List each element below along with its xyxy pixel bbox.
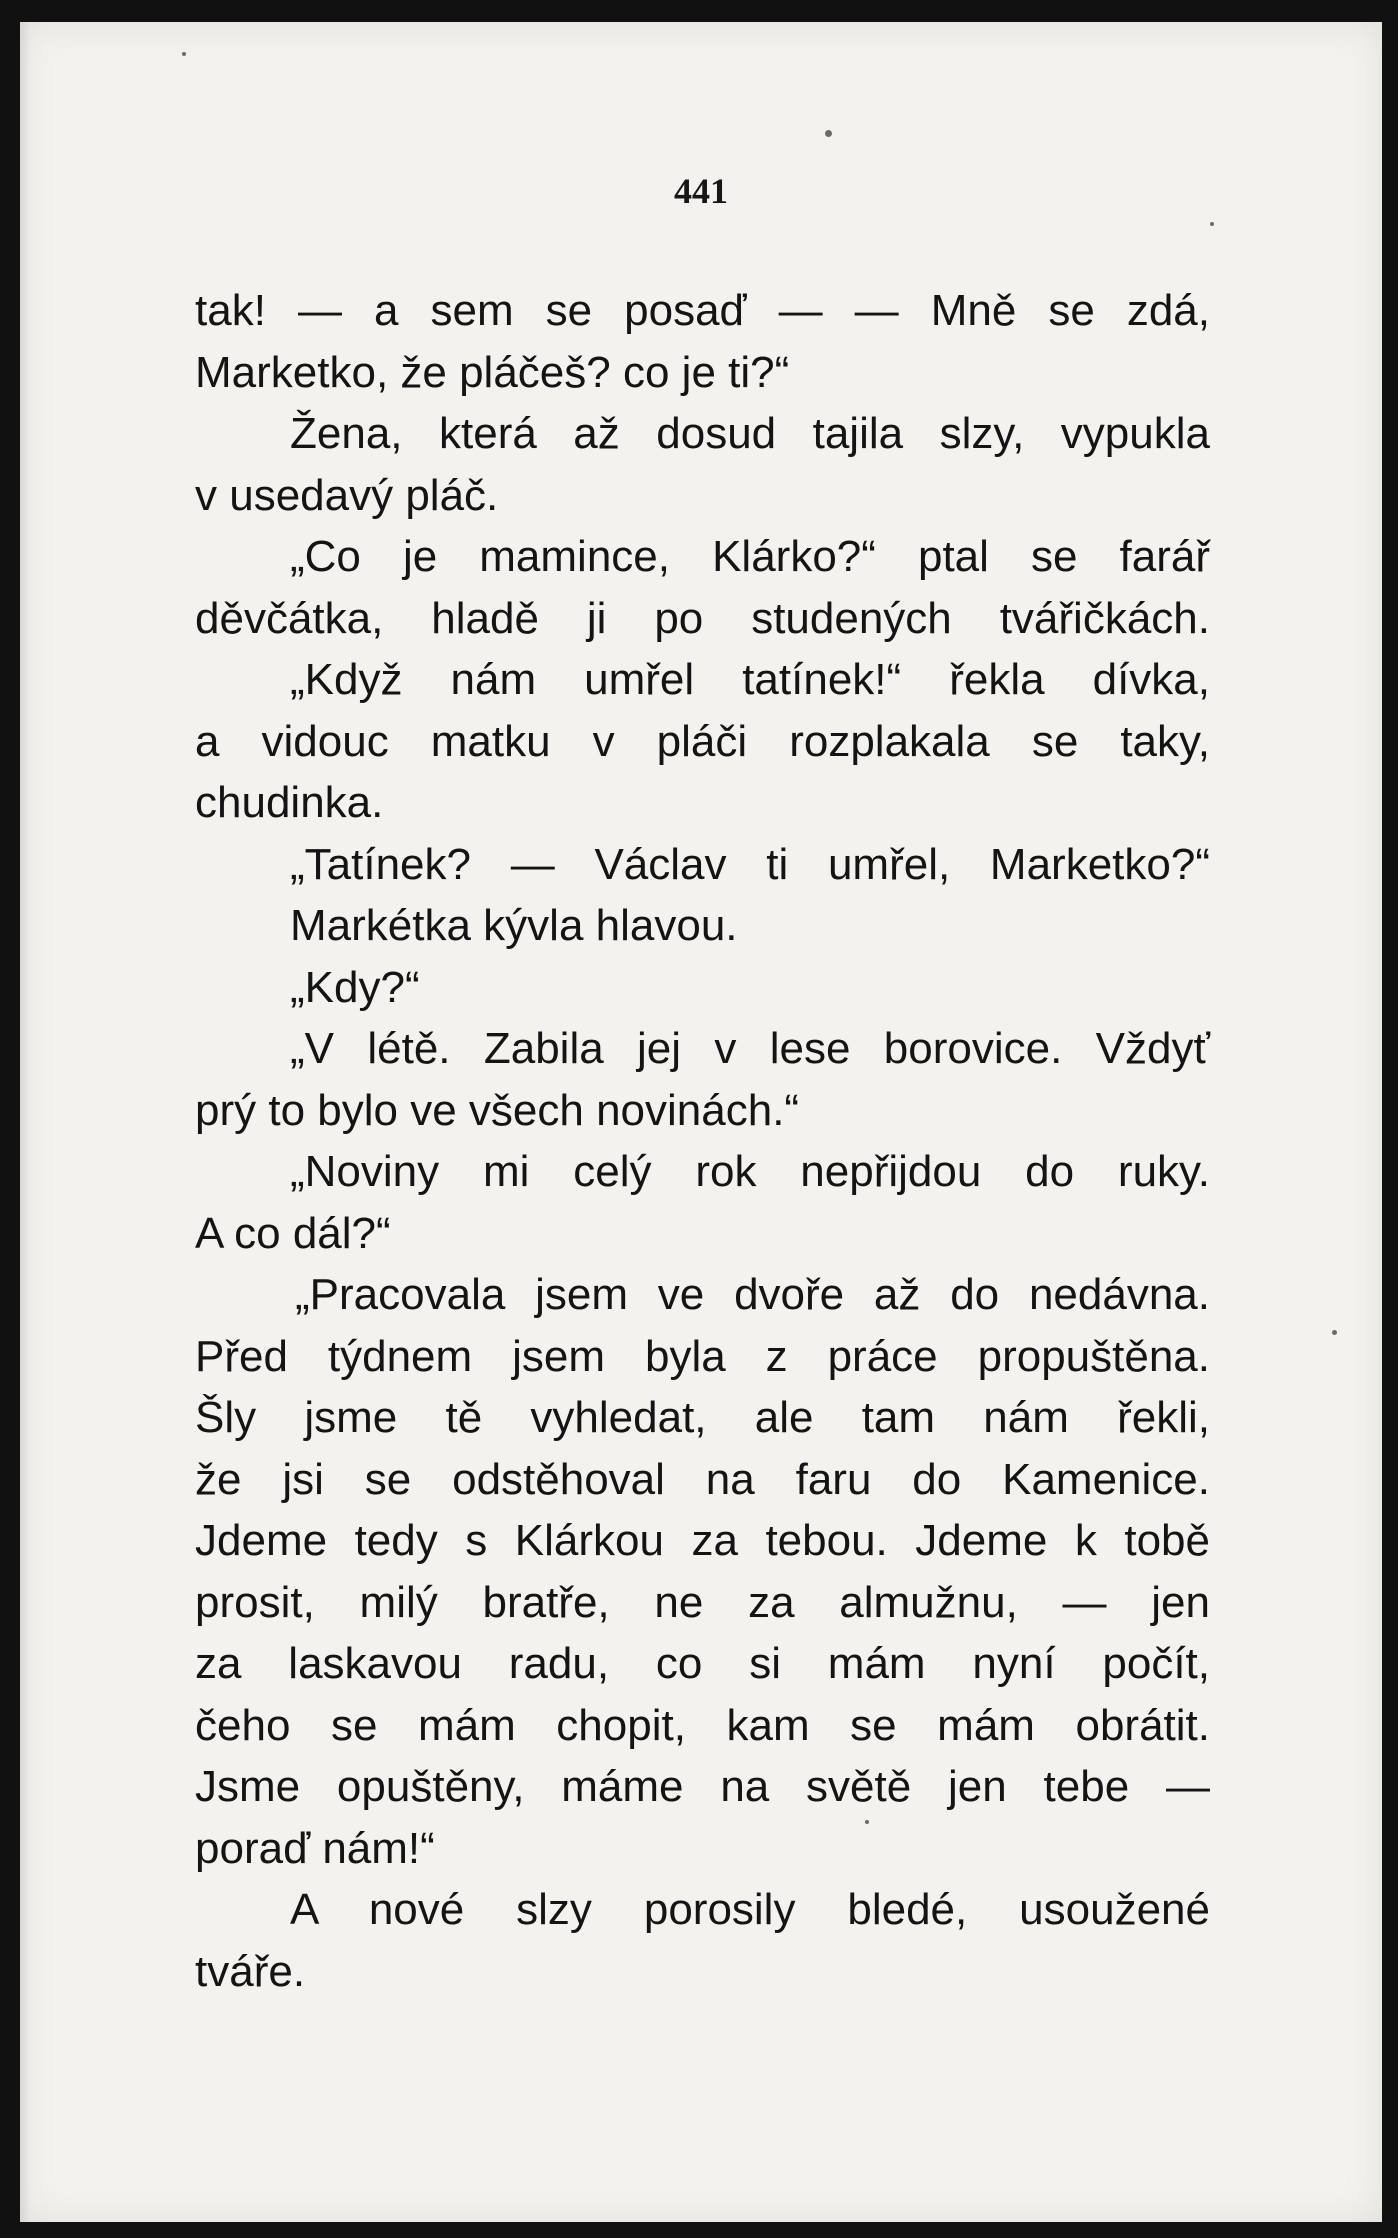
text-line: a vidouc matku v pláči rozplakala se taky, xyxy=(195,716,1210,766)
body-text xyxy=(195,280,1210,2002)
text-line: Před týdnem jsem byla z práce propuštěna. xyxy=(195,1331,1210,1381)
book-page xyxy=(20,22,1382,2222)
text-line: čeho se mám chopit, kam se mám obrátit. xyxy=(195,1700,1210,1750)
text-line: „Když nám umřel tatínek!“ řekla dívka, xyxy=(290,655,1210,704)
text-line: „Pracovala jsem ve dvoře až do nedávna. xyxy=(295,1270,1210,1319)
text-line: „Co je mamince, Klárko?“ ptal se farář xyxy=(290,532,1210,581)
text-line: „V létě. Zabila jej v lese borovice. Vždyť xyxy=(290,1024,1210,1073)
text-line: tak! — a sem se posaď — — Mně se zdá, xyxy=(195,286,1210,335)
text-line: prý to bylo ve všech novinách.“ xyxy=(195,1085,800,1135)
text-line: Žena, která až dosud tajila slzy, vypukla xyxy=(290,409,1210,458)
page-number: 441 xyxy=(674,171,728,211)
paper-speck xyxy=(1332,1330,1337,1335)
paper-speck xyxy=(825,130,832,137)
paper-speck xyxy=(182,52,186,56)
text-line: A nové slzy porosily bledé, usoužené xyxy=(290,1885,1210,1934)
text-line: „Tatínek? — Václav ti umřel, Marketko?“ xyxy=(290,839,1210,889)
text-line: Jsme opuštěny, máme na světě jen tebe — xyxy=(195,1762,1210,1811)
text-line: „Noviny mi celý rok nepřijdou do ruky. xyxy=(290,1147,1210,1196)
text-line: poraď nám!“ xyxy=(195,1823,435,1873)
text-line: A co dál?“ xyxy=(195,1208,391,1258)
text-line: že jsi se odstěhoval na faru do Kamenice. xyxy=(195,1454,1210,1504)
text-line: tváře. xyxy=(195,1946,306,1996)
text-line: Markétka kývla hlavou. xyxy=(290,901,738,950)
text-line: chudinka. xyxy=(195,778,384,827)
text-line: „Kdy?“ xyxy=(290,962,420,1012)
text-line: děvčátka, hladě ji po studených tvářičkách. xyxy=(195,593,1210,643)
text-line: prosit, milý bratře, ne za almužnu, — jen xyxy=(195,1577,1210,1627)
paper-speck xyxy=(1210,222,1214,226)
text-line: za laskavou radu, co si mám nyní počít, xyxy=(195,1639,1210,1688)
text-line: v usedavý pláč. xyxy=(195,470,499,520)
page-edge-shadow xyxy=(20,22,30,2222)
text-line: Šly jsme tě vyhledat, ale tam nám řekli, xyxy=(195,1393,1210,1442)
text-line: Jdeme tedy s Klárkou za tebou. Jdeme k tobě xyxy=(195,1516,1210,1565)
paper-speck xyxy=(865,1820,869,1824)
text-line: Marketko, že pláčeš? co je ti?“ xyxy=(195,347,790,397)
